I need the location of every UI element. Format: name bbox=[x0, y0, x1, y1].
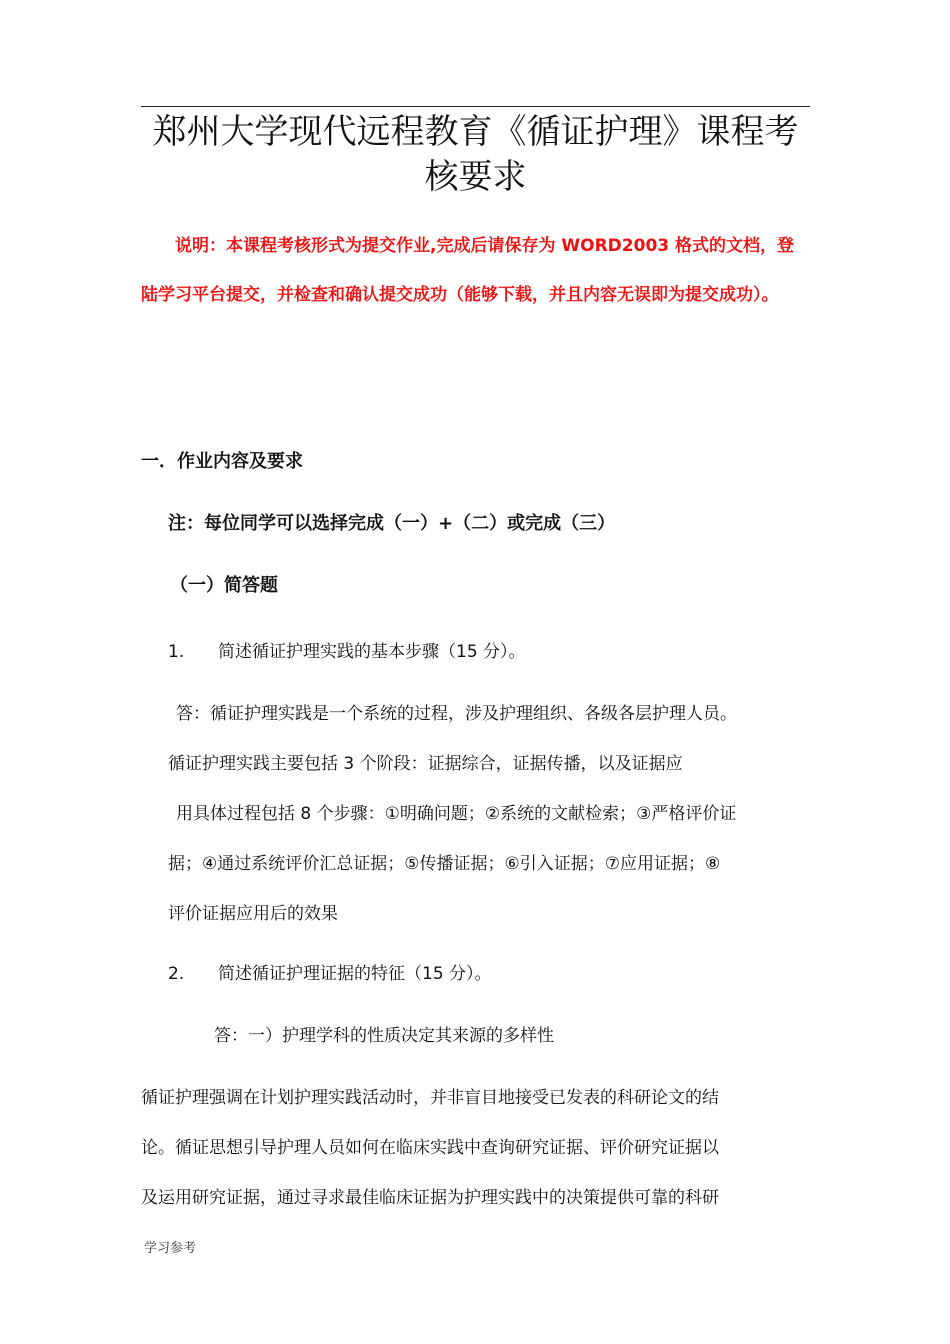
section-heading: 一．作业内容及要求 bbox=[141, 451, 303, 472]
header-rule bbox=[141, 106, 810, 107]
answer-line: 评价证据应用后的效果 bbox=[168, 904, 338, 924]
question-text: 简述循证护理实践的基本步骤（15 分）。 bbox=[218, 642, 526, 662]
answer-line: 及运用研究证据，通过寻求最佳临床证据为护理实践中的决策提供可靠的科研 bbox=[141, 1188, 719, 1208]
answer-line: 论。循证思想引导护理人员如何在临床实践中查询研究证据、评价研究证据以 bbox=[141, 1138, 719, 1158]
answer-line: 用具体过程包括 8 个步骤：①明确问题；②系统的文献检索；③严格评价证 bbox=[176, 804, 737, 824]
answer-line: 答：循证护理实践是一个系统的过程，涉及护理组织、各级各层护理人员。 bbox=[176, 704, 737, 724]
selection-note: 注：每位同学可以选择完成（一）+（二）或完成（三） bbox=[168, 513, 616, 534]
document-title: 郑州大学现代远程教育《循证护理》课程考核要求 bbox=[152, 112, 799, 197]
answer-line: 循证护理实践主要包括 3 个阶段：证据综合，证据传播，以及证据应 bbox=[168, 754, 683, 774]
page-footer: 学习参考 bbox=[144, 1241, 197, 1256]
answer-line: 答：一）护理学科的性质决定其来源的多样性 bbox=[214, 1026, 554, 1046]
question-number: 1. bbox=[168, 642, 185, 662]
question-number: 2. bbox=[168, 964, 185, 984]
submission-notice: 说明：本课程考核形式为提交作业,完成后请保存为 WORD2003 格式的文档，登陆学习平台提交，并检查和确认提交成功（能够下载，并且内容无误即为提交成功）。 bbox=[141, 236, 795, 305]
subsection-heading: （一）简答题 bbox=[170, 575, 278, 596]
question-text: 简述循证护理证据的特征（15 分）。 bbox=[218, 964, 492, 984]
answer-line: 循证护理强调在计划护理实践活动时，并非盲目地接受已发表的科研论文的结 bbox=[141, 1088, 719, 1108]
answer-line: 据；④通过系统评价汇总证据；⑤传播证据；⑥引入证据；⑦应用证据；⑧ bbox=[168, 854, 721, 874]
